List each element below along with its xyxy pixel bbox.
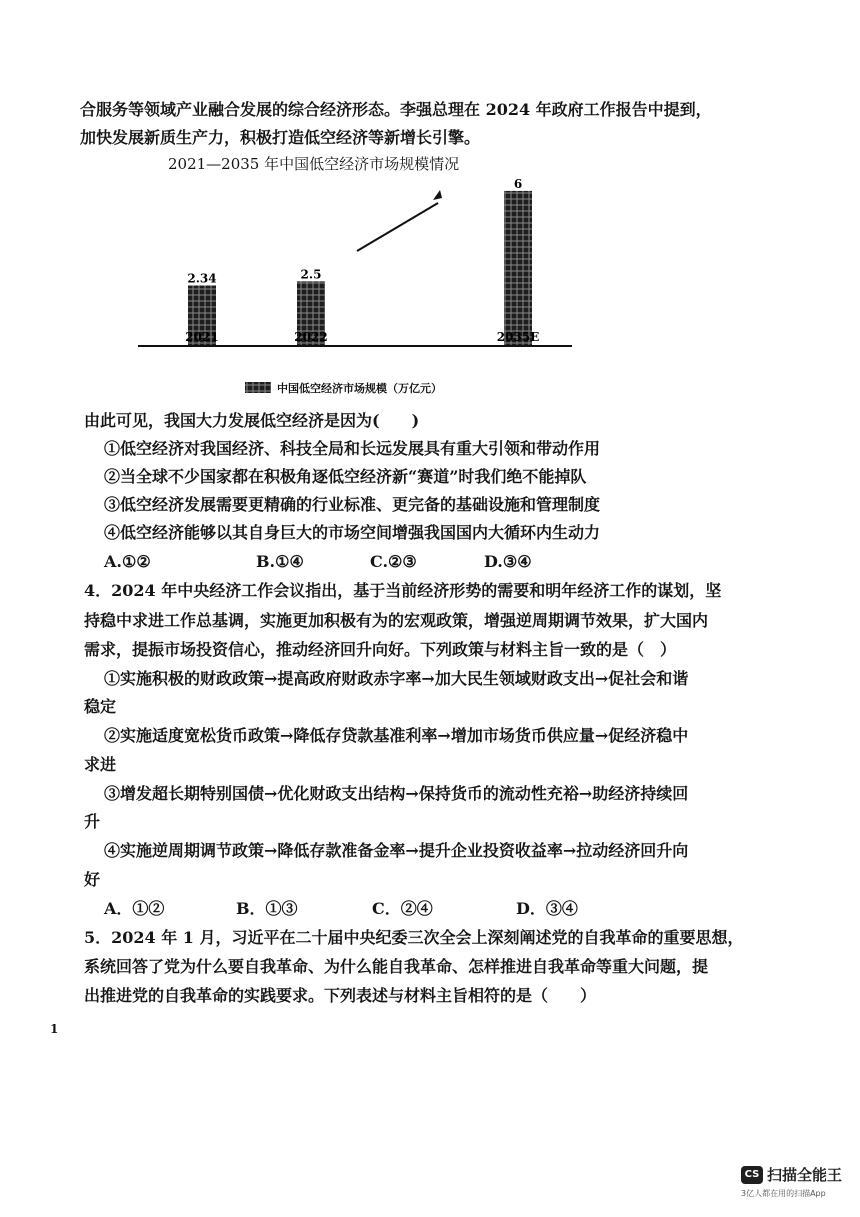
q5-line-1: 5．2024 年 1 月，习近平在二十届中央纪委三次全会上深刻阐述党的自我革命的重要思想，	[84, 928, 744, 947]
q4-item-3-cont: 升	[84, 812, 101, 831]
value-label-2022: 2.5	[300, 267, 322, 282]
intro-line-2: 加快发展新质生产力，积极打造低空经济等新增长引擎。	[80, 128, 481, 147]
growth-arrow	[357, 203, 438, 251]
q4-options	[104, 898, 578, 920]
q4-item-4: ④实施逆周期调节政策→降低存款准备金率→提升企业投资收益率→拉动经济回升向	[104, 841, 689, 860]
category-label-2021: 2021	[185, 330, 219, 344]
intro-line-1: 合服务等领域产业融合发展的综合经济形态。李强总理在 2024 年政府工作报告中提到，	[80, 100, 712, 119]
q3-item-4: ④低空经济能够以其自身巨大的市场空间增强我国国内大循环内生动力	[104, 523, 601, 542]
q4-item-1-cont: 稳定	[84, 697, 117, 716]
q3-item-2: ②当全球不少国家都在积极角逐低空经济新“赛道”时我们绝不能掉队	[104, 467, 587, 486]
q3-option-d[interactable]: D.③④	[484, 552, 532, 571]
q4-item-1: ①实施积极的财政政策→提高政府财政赤字率→加大民生领域财政支出→促社会和谐	[104, 669, 689, 688]
legend-label: 中国低空经济市场规模（万亿元）	[277, 382, 442, 395]
q3-item-1: ①低空经济对我国经济、科技全局和长远发展具有重大引领和带动作用	[104, 439, 601, 458]
q3-option-a[interactable]: A.①②	[104, 552, 151, 571]
q3-options	[104, 551, 532, 573]
category-label-2022: 2022	[294, 330, 328, 344]
value-label-2021: 2.34	[187, 271, 217, 286]
q5-line-2: 系统回答了党为什么要自我革命、为什么能自我革命、怎样推进自我革命等重大问题，提	[84, 957, 709, 976]
cs-logo-icon: CS	[741, 1166, 763, 1184]
market-size-bar-chart	[130, 148, 580, 403]
q3-option-c[interactable]: C.②③	[370, 552, 417, 571]
q4-line-1: 4．2024 年中央经济工作会议指出，基于当前经济形势的需要和明年经济工作的谋划，坚	[84, 581, 722, 600]
growth-arrowhead	[433, 190, 442, 200]
q3-stem: 由此可见，我国大力发展低空经济是因为( )	[84, 411, 420, 430]
value-label-2035E: 6	[513, 176, 523, 191]
q4-item-2: ②实施适度宽松货币政策→降低存贷款基准利率→增加市场货币供应量→促经济稳中	[104, 726, 689, 745]
q4-line-2: 持稳中求进工作总基调，实施更加积极有为的宏观政策，增强逆周期调节效果，扩大国内	[84, 611, 709, 630]
q4-line-3: 需求，提振市场投资信心，推动经济回升向好。下列政策与材料主旨一致的是（ ）	[84, 640, 677, 659]
q4-item-3: ③增发超长期特别国债→优化财政支出结构→保持货币的流动性充裕→助经济持续回	[104, 784, 689, 803]
watermark-tagline: 3亿人都在用的扫描App	[741, 1189, 826, 1198]
scanner-watermark	[741, 1164, 841, 1204]
q3-option-b[interactable]: B.①④	[256, 552, 304, 571]
q4-option-a[interactable]: A．①②	[104, 899, 165, 918]
chart-title: 2021—2035 年中国低空经济市场规模情况	[168, 155, 460, 173]
bar-2035E	[504, 191, 532, 346]
page-number: 1	[50, 1022, 59, 1036]
q3-item-3: ③低空经济发展需要更精确的行业标准、更完备的基础设施和管理制度	[104, 495, 601, 514]
q4-item-4-cont: 好	[84, 870, 101, 889]
q4-option-d[interactable]: D．③④	[516, 899, 578, 918]
q4-option-c[interactable]: C．②④	[372, 899, 433, 918]
legend-swatch	[245, 382, 271, 393]
category-label-2035E: 2035E	[496, 330, 540, 344]
q5-line-3: 出推进党的自我革命的实践要求。下列表述与材料主旨相符的是（ ）	[84, 986, 597, 1005]
watermark-app-name: 扫描全能王	[767, 1166, 843, 1184]
q4-item-2-cont: 求进	[84, 755, 117, 774]
q4-option-b[interactable]: B．①③	[236, 899, 298, 918]
